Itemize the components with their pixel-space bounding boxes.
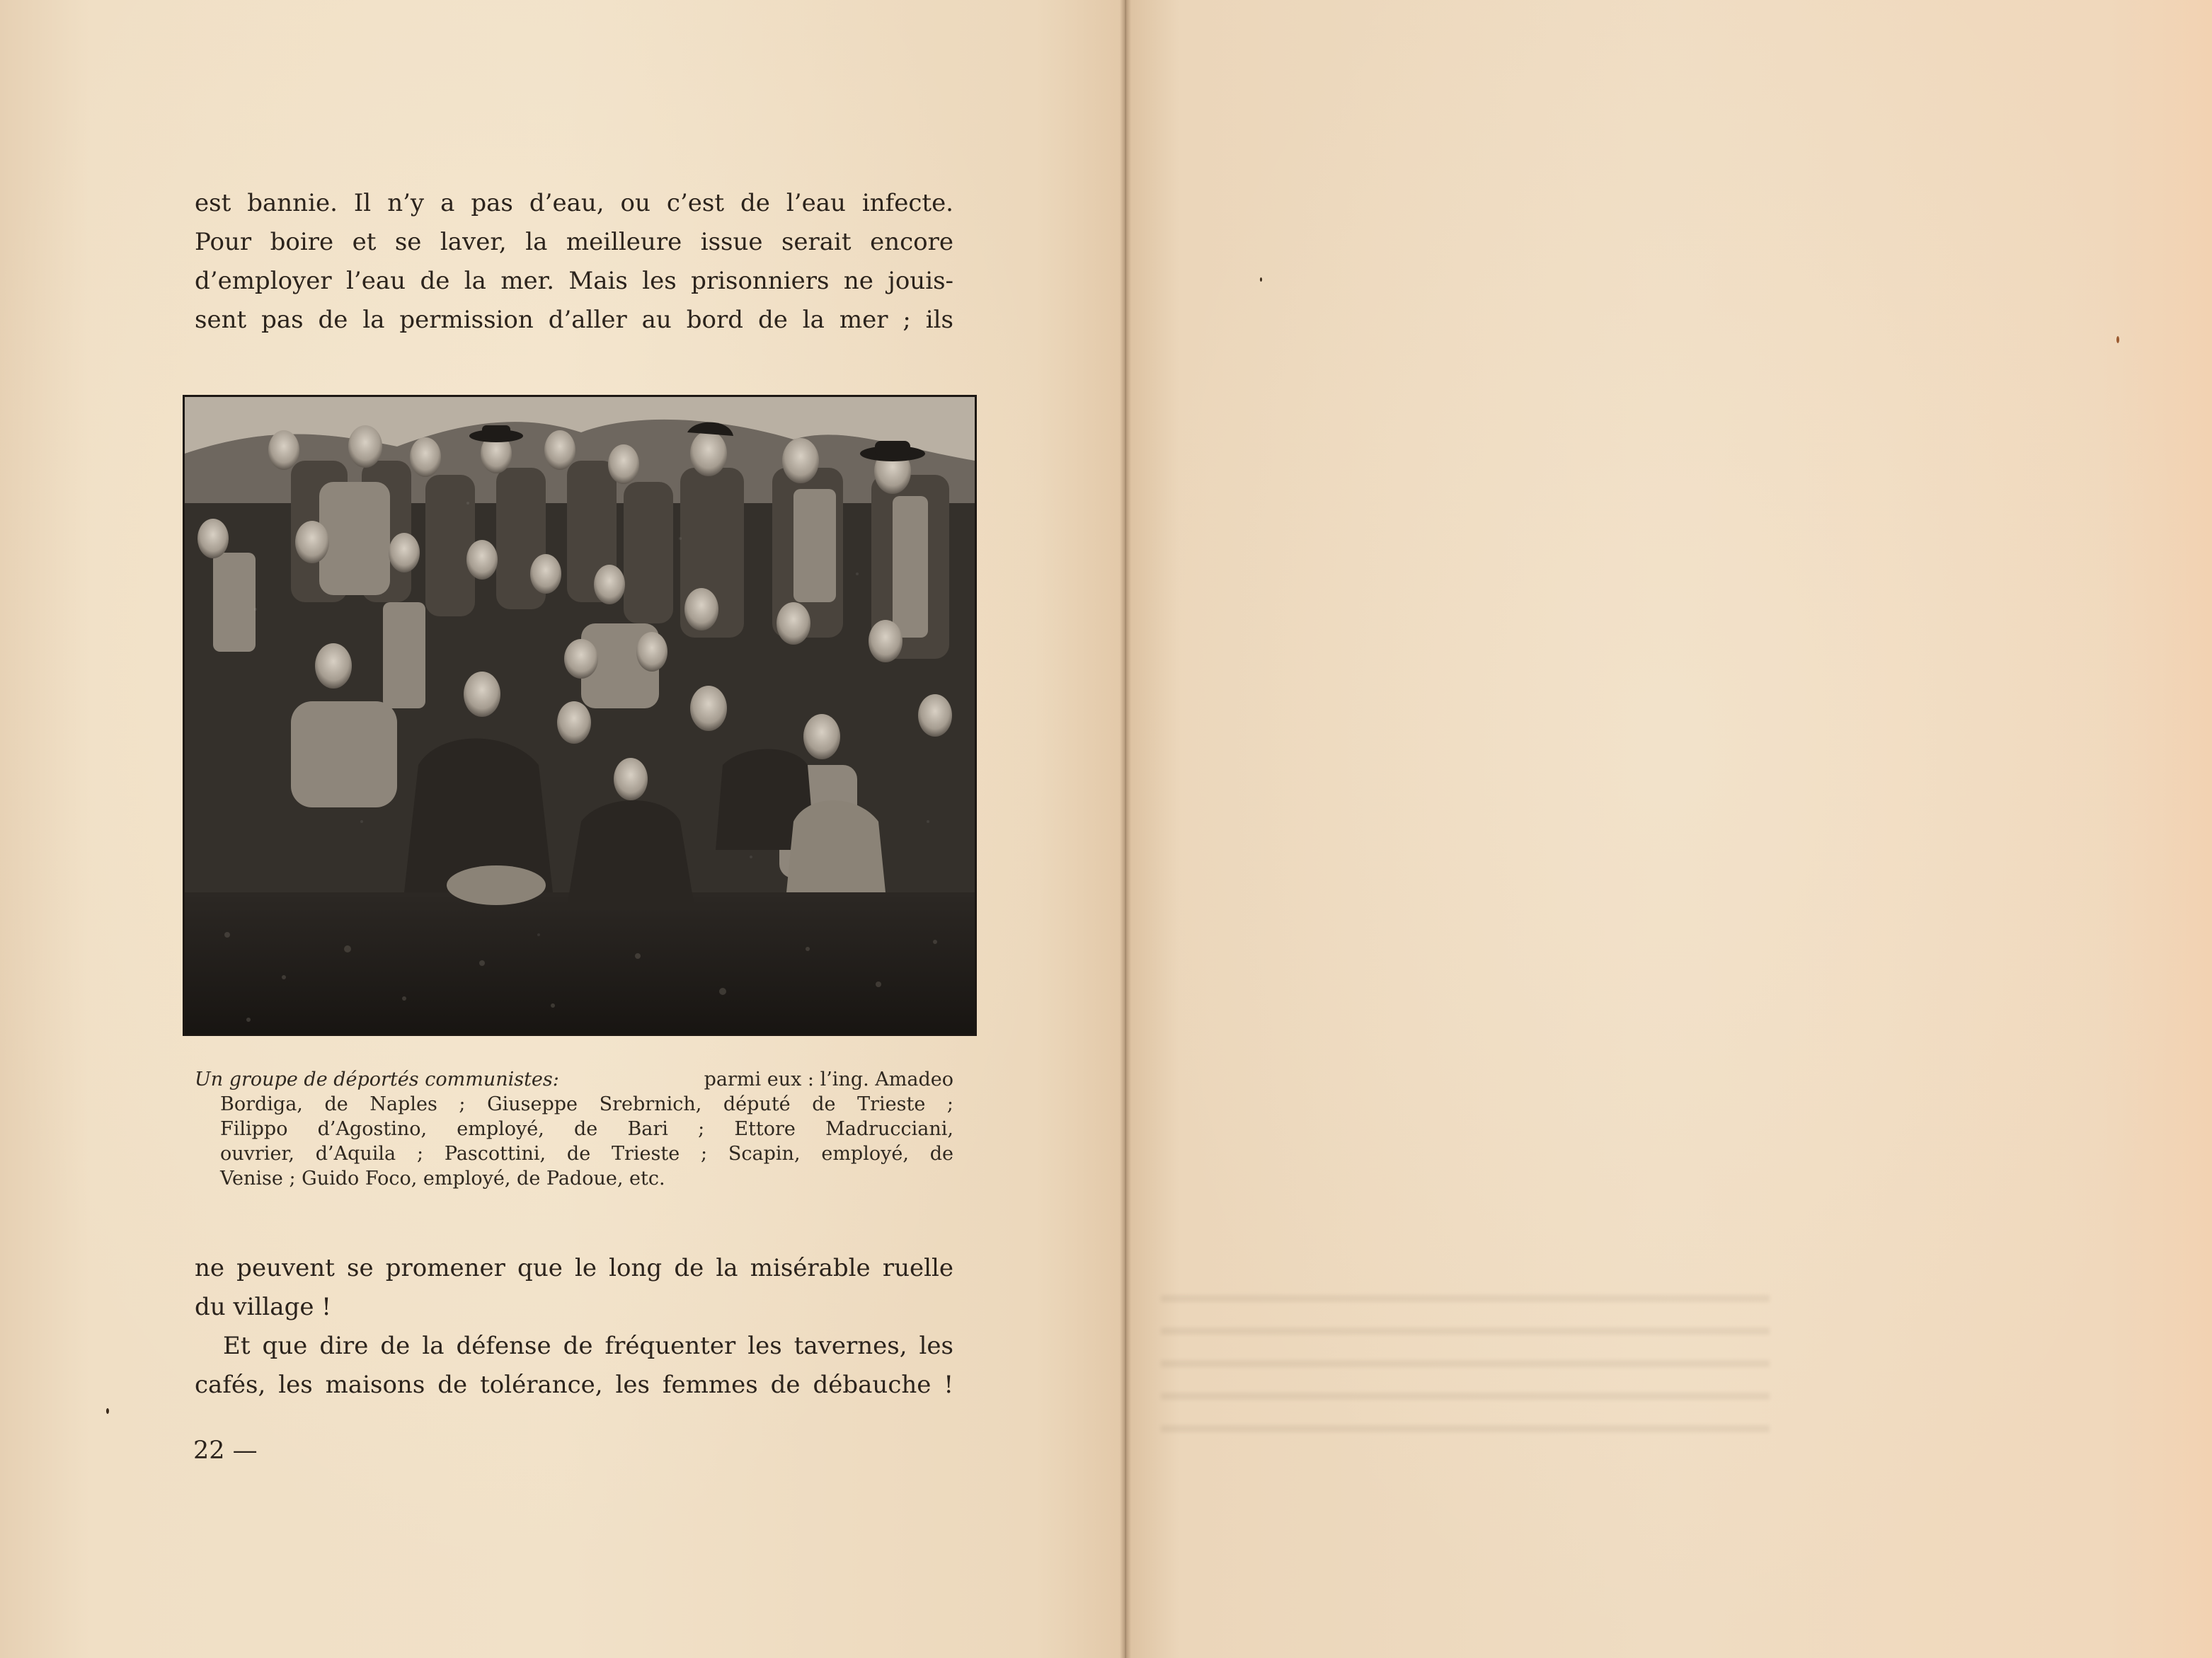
caption-italic-lead: Un groupe de déportés communistes:: [195, 1069, 559, 1090]
caption-line-3: Filippo d’Agostino, employé, de Bari ; Ettore Madrucciani,: [220, 1118, 953, 1140]
paragraph-top: [195, 184, 953, 340]
paragraph-bottom-line-3: Et que dire de la défense de fréquenter les tavernes, les: [223, 1332, 953, 1360]
right-page: [1125, 0, 2212, 1658]
paragraph-bottom: [195, 1249, 953, 1405]
ink-speck: [1260, 277, 1262, 282]
paragraph-bottom-line-1: ne peuvent se promener que le long de la misérable ruelle: [195, 1254, 953, 1282]
ink-speck: [2116, 336, 2119, 343]
paragraph-bottom-line-4: cafés, les maisons de tolérance, les femmes de débauche !: [195, 1371, 953, 1399]
page-number: 22 —: [193, 1437, 258, 1465]
paragraph-top-line-3: d’employer l’eau de la mer. Mais les prisonniers ne jouis-: [195, 267, 953, 295]
caption-line-2: Bordiga, de Naples ; Giuseppe Srebrnich, député de Trieste ;: [220, 1093, 953, 1115]
paragraph-top-line-4: sent pas de la permission d’aller au bord de la mer ; ils: [195, 306, 953, 334]
group-photo: [183, 395, 977, 1036]
ink-speck: [106, 1408, 109, 1414]
group-photo-illustration: [185, 397, 975, 1034]
caption-text-1: parmi eux : l’ing. Amadeo: [704, 1069, 953, 1090]
caption-line-5: Venise ; Guido Foco, employé, de Padoue, etc.: [220, 1168, 665, 1190]
caption-line-4: ouvrier, d’Aquila ; Pascottini, de Trieste ; Scapin, employé, de: [220, 1143, 953, 1165]
book-gutter: [1120, 0, 1131, 1658]
paragraph-top-line-2: Pour boire et se laver, la meilleure issue serait encore: [195, 228, 953, 256]
show-through-text: [1161, 1295, 1770, 1458]
caption-line-1: [195, 1067, 953, 1092]
paragraph-top-line-1: est bannie. Il n’y a pas d’eau, ou c’est de l’eau infecte.: [195, 189, 953, 217]
photo-caption: [195, 1067, 953, 1191]
paragraph-bottom-line-2: du village !: [195, 1293, 331, 1321]
